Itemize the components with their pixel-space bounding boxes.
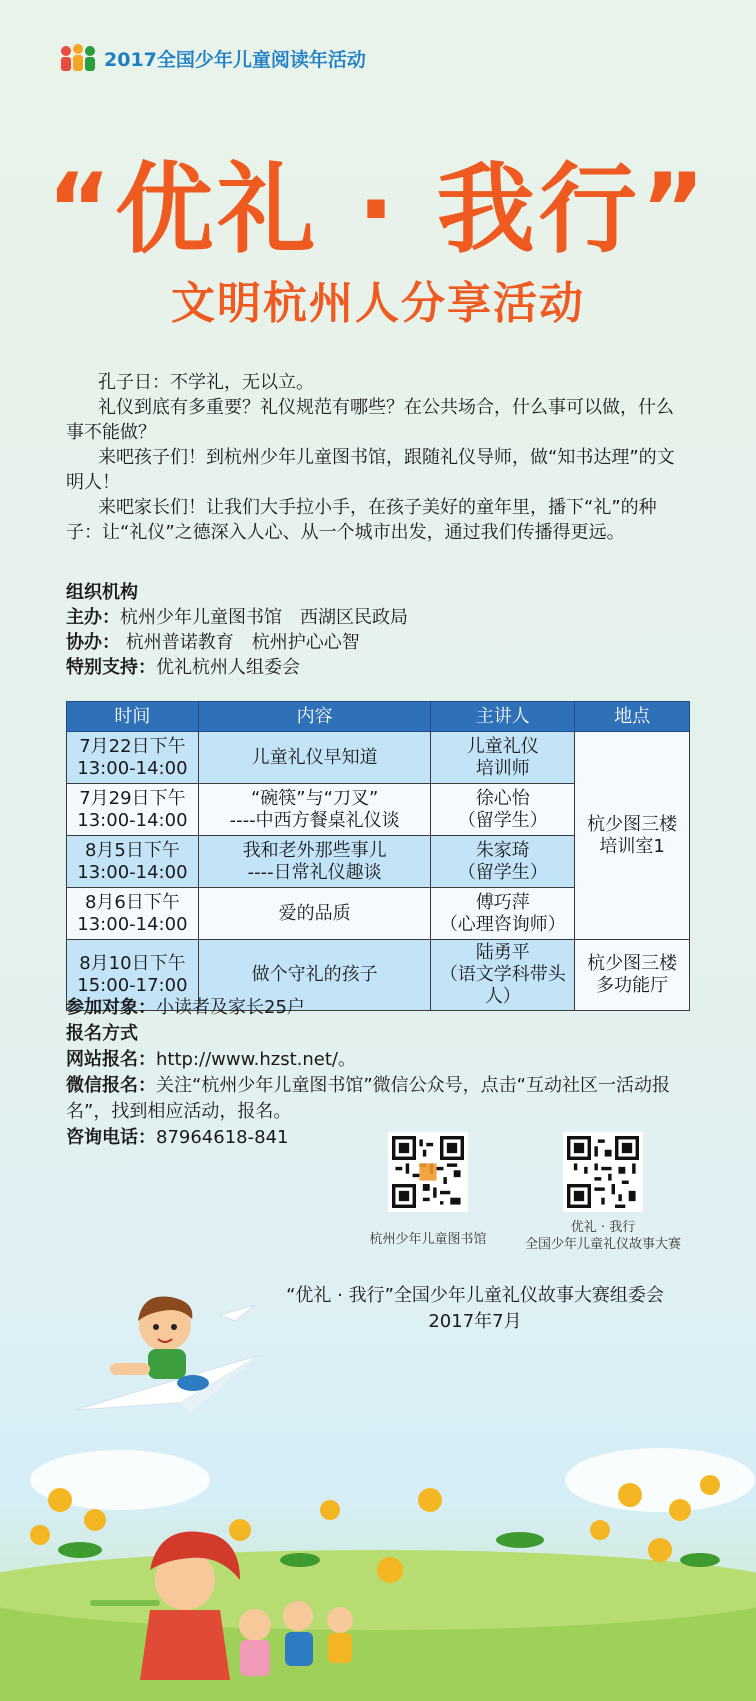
intro-text: [66, 370, 691, 545]
time-range: 13:00-14:00: [77, 913, 188, 935]
location-line1: 杭少图三楼: [587, 813, 678, 835]
time-date: 8月6日下午: [84, 891, 180, 913]
col-header-content: 内容: [198, 702, 431, 732]
time-cell: [67, 784, 199, 836]
host-value: 杭州少年儿童图书馆 西湖区民政局: [120, 607, 408, 628]
org-co-line: [66, 630, 691, 655]
intro-paragraph: 礼仪到底有多重要？礼仪规范有哪些？在公共场合，什么事可以做，什么事不能做？: [66, 397, 674, 443]
content-title: 做个守礼的孩子: [251, 964, 378, 985]
qr-caption-line2: 全国少年儿童礼仪故事大赛: [524, 1237, 681, 1252]
location-line2: 多功能厅: [596, 975, 669, 996]
speaker-name: 朱家琦: [475, 839, 530, 861]
co-value: 杭州普诺教育 杭州护心心智: [120, 632, 360, 653]
time-cell: [67, 888, 199, 940]
support-label: 特别支持：: [66, 657, 156, 678]
header-text: 2017全国少年儿童阅读年活动: [104, 48, 366, 71]
table-row: [67, 732, 690, 784]
time-range: 13:00-14:00: [77, 861, 188, 883]
time-range: 13:00-14:00: [77, 809, 188, 831]
host-label: 主办：: [66, 607, 120, 628]
content-title: 儿童礼仪早知道: [251, 746, 378, 768]
wechat-line: [66, 1073, 691, 1125]
support-value: 优礼杭州人组委会: [156, 657, 300, 678]
qr-code-icon: [567, 1136, 639, 1208]
web-label: 网站报名：: [66, 1049, 156, 1070]
phone-label: 咨询电话：: [66, 1127, 156, 1148]
phone-value: 87964618-841: [156, 1127, 289, 1148]
intro-paragraph: 来吧孩子们！到杭州少年儿童图书馆，跟随礼仪导师，做“知书达理”的文明人！: [66, 447, 675, 493]
content-cell: [198, 836, 431, 888]
speaker-cell: [431, 732, 575, 784]
footer-date: 2017年7月: [428, 1311, 522, 1332]
speaker-role: （留学生）: [457, 809, 548, 831]
speaker-role: 培训师: [475, 757, 530, 779]
org-heading: 组织机构: [66, 582, 138, 603]
time-range: 13:00-14:00: [77, 757, 188, 779]
time-cell: [67, 836, 199, 888]
child-on-paper-plane-illustration: [70, 1285, 270, 1415]
speaker-role: （心理咨询师）: [439, 913, 566, 935]
content-subtitle: ----中西方餐桌礼仪谈: [229, 809, 400, 831]
children-garden-illustration: [0, 1440, 756, 1701]
speaker-role: （留学生）: [457, 861, 548, 883]
schedule-table: [66, 701, 690, 1011]
location-cell: [575, 732, 690, 940]
footer: [240, 1283, 710, 1335]
speaker-name: 陆勇平: [475, 942, 530, 963]
intro-paragraph: 来吧家长们！让我们大手拉小手，在孩子美好的童年里，播下“礼”的种子：让“礼仪”之德深入人心、从一个城市出发，通过我们传播得更远。: [66, 497, 657, 543]
qr-caption-contest: [510, 1219, 696, 1253]
org-host-line: [66, 605, 691, 630]
content-title: 爱的品质: [278, 902, 351, 924]
speaker-role: （语文学科带头人）: [439, 964, 566, 1007]
intro-paragraph: 孔子日：不学礼，无以立。: [98, 372, 314, 393]
content-title: “碗筷”与“刀叉”: [250, 787, 379, 809]
location-line2: 培训室1: [599, 835, 665, 857]
target-line: [66, 995, 691, 1021]
signup-details: [66, 995, 691, 1151]
col-header-speaker: 主讲人: [431, 702, 575, 732]
web-link[interactable]: http://www.hzst.net/。: [156, 1049, 356, 1070]
speaker-cell: [431, 836, 575, 888]
location-line1: 杭少图三楼: [587, 953, 678, 974]
content-cell: [198, 784, 431, 836]
speaker-name: 儿童礼仪: [466, 735, 539, 757]
content-title: 我和老外那些事儿: [242, 839, 387, 861]
target-value: 小读者及家长25户: [156, 997, 305, 1018]
organization-section: [66, 580, 691, 680]
qr-code-library[interactable]: [388, 1132, 468, 1212]
speaker-cell: [431, 888, 575, 940]
speaker-name: 徐心怡: [475, 787, 530, 809]
footer-organizer: “优礼 · 我行”全国少年儿童礼仪故事大赛组委会: [286, 1285, 664, 1306]
content-cell: [198, 732, 431, 784]
col-header-location: 地点: [575, 702, 690, 732]
wechat-label: 微信报名：: [66, 1075, 156, 1096]
speaker-cell: [431, 784, 575, 836]
qr-caption-line1: 优礼 · 我行: [570, 1220, 636, 1235]
col-header-time: 时间: [67, 702, 199, 732]
content-cell: [198, 888, 431, 940]
time-date: 7月22日下午: [79, 735, 186, 757]
time-range: 15:00-17:00: [77, 975, 188, 996]
wechat-value: 关注“杭州少年儿童图书馆”微信公众号，点击“互动社区一活动报名”，找到相应活动，报名。: [66, 1075, 670, 1122]
children-reading-logo-icon: [58, 42, 98, 74]
qr-caption-library: 杭州少年儿童图书馆: [369, 1232, 487, 1247]
qr-code-icon: [392, 1136, 464, 1208]
web-line: [66, 1047, 691, 1073]
time-date: 7月29日下午: [79, 787, 186, 809]
main-title: “优礼 · 我行”: [46, 153, 710, 267]
org-support-line: [66, 655, 691, 680]
sub-title: 文明杭州人分享活动: [171, 278, 585, 329]
speaker-name: 傅巧萍: [475, 891, 530, 913]
time-date: 8月5日下午: [84, 839, 180, 861]
qr-code-contest[interactable]: [563, 1132, 643, 1212]
time-cell: [67, 732, 199, 784]
co-label: 协办：: [66, 632, 120, 653]
signup-heading: 报名方式: [66, 1023, 138, 1044]
table-header-row: [67, 702, 690, 732]
time-date: 8月10日下午: [79, 953, 186, 974]
content-subtitle: ----日常礼仪趣谈: [247, 861, 382, 883]
target-label: 参加对象：: [66, 997, 156, 1018]
event-header: [58, 42, 366, 74]
